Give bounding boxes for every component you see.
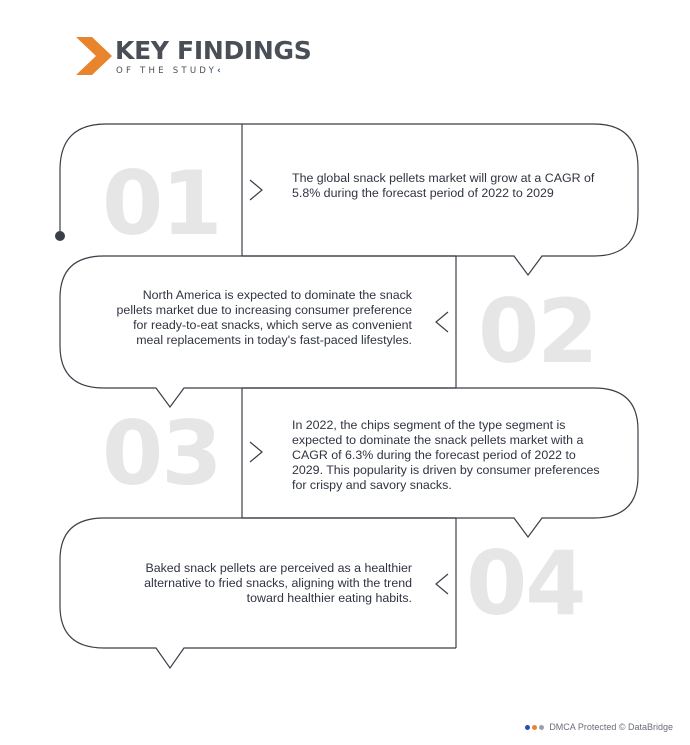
dmca-text: DMCA Protected © DataBridge — [549, 722, 673, 732]
finding-number-03: 03 — [102, 402, 221, 505]
databridge-dots-icon — [525, 725, 544, 730]
finding-text-03: In 2022, the chips segment of the type segment is expected to dominate the snack pellets market with a CAGR of 6.3% during the forecast period of 2022 to 2029. This popularity is driven by consumer preferences for crispy and savory snacks. — [292, 418, 600, 492]
page-title: KEY FINDINGS — [115, 36, 312, 65]
finding-number-01: 01 — [102, 152, 221, 255]
bubble-02-pointer — [436, 312, 448, 332]
timeline-start-dot — [55, 231, 65, 241]
subtitle-mark: ‹ — [217, 66, 221, 76]
finding-text-01: The global snack pellets market will grow at a CAGR of 5.8% during the forecast period of 2022 to 2029 — [292, 171, 595, 200]
finding-number-04: 04 — [466, 532, 585, 635]
bubble-04-pointer — [436, 574, 448, 594]
finding-text-04: Baked snack pellets are perceived as a healthier alternative to fried snacks, aligning with the trend toward healthier eating habits. — [144, 561, 412, 605]
finding-number-02: 02 — [478, 280, 597, 383]
finding-text-02: North America is expected to dominate the snack pellets market due to increasing consumer preference for ready-to-eat snacks, which serve as convenient meal replacements in today's fast-paced lifestyles. — [116, 288, 412, 347]
bubble-01-pointer — [250, 180, 262, 200]
dmca-badge[interactable] — [525, 722, 673, 732]
bubble-03-pointer — [250, 442, 262, 462]
subtitle-text: OF THE STUDY — [116, 66, 218, 76]
